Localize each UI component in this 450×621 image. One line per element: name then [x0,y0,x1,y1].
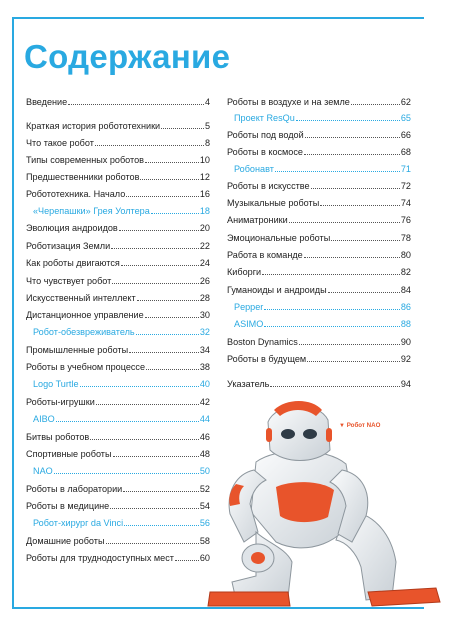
toc-entry-title: Роботы в учебном процессе [26,362,146,372]
leader-dots [80,378,199,387]
toc-page-number: 38 [199,362,210,372]
toc-entry-title: AIBO [33,414,55,424]
toc-entry-title: Киборги [227,267,262,277]
toc-entry[interactable] [227,96,411,108]
toc-page-number: 22 [199,241,210,251]
leader-dots [305,129,400,138]
leader-dots [296,112,400,121]
toc-entry[interactable] [26,257,210,269]
toc-entry-title: Что чувствует робот [26,276,112,286]
toc-entry-title: Введение [26,97,68,107]
toc-entry-title: Музыкальные роботы [227,198,320,208]
leader-dots [140,171,198,180]
toc-entry-title: Аниматроники [227,215,288,225]
toc-entry-title: Робот-обезвреживатель [33,327,135,337]
toc-entry-title: Роботизация Земли [26,241,111,251]
toc-entry-title: Искусственный интеллект [26,293,136,303]
leader-dots [270,378,399,387]
toc-entry[interactable] [26,222,210,234]
toc-entry[interactable] [227,232,411,244]
toc-page-number: 18 [199,206,210,216]
toc-page-number: 12 [199,172,210,182]
leader-dots [320,197,400,206]
toc-entry-title: NAO [33,466,53,476]
toc-page-number: 34 [199,345,210,355]
toc-entry-title: Роботы в воздухе и на земле [227,97,350,107]
toc-entry-title: Роботы в медицине [26,501,110,511]
leader-dots [119,222,199,231]
leader-dots [264,301,400,310]
toc-entry[interactable] [26,431,210,443]
toc-page-number: 88 [400,319,411,329]
leader-dots [311,180,400,189]
toc-entry[interactable] [227,197,411,209]
leader-dots [68,96,204,105]
leader-dots [161,120,204,129]
toc-entry[interactable] [26,137,210,149]
toc-entry[interactable] [227,353,411,365]
toc-page-number: 62 [400,97,411,107]
toc-entry-title: Роботы в будущем [227,354,307,364]
leader-dots [123,483,199,492]
toc-page-number: 60 [199,553,210,563]
toc-entry-title: Эмоциональные роботы [227,233,331,243]
toc-subentry[interactable] [227,301,411,313]
toc-entry-title: Робототехника. Начало [26,189,126,199]
toc-entry[interactable] [227,266,411,278]
toc-page-number: 84 [400,285,411,295]
toc-entry[interactable] [26,240,210,252]
toc-entry[interactable] [227,249,411,261]
toc-page-number: 10 [199,155,210,165]
leader-dots [151,205,199,214]
leader-dots [146,361,199,370]
leader-dots [137,292,199,301]
toc-entry-title: Гуманоиды и андроиды [227,285,327,295]
toc-entry-title: Дистанционное управление [26,310,144,320]
toc-page-number: 5 [204,121,210,131]
toc-entry[interactable] [26,292,210,304]
toc-page-number: 65 [400,113,411,123]
leader-dots [331,232,400,241]
caption-triangle-icon: ▼ [339,423,345,429]
toc-entry-title: Битвы роботов [26,432,90,442]
toc-entry-title: Робот-хирург da Vinci [33,518,124,528]
toc-entry-title: Роботы для труднодоступных мест [26,553,174,563]
leader-dots [136,326,199,335]
toc-entry-title: «Черепашки» Грея Уолтера [33,206,150,216]
toc-entry[interactable] [26,361,210,373]
leader-dots [289,214,400,223]
toc-entry-title: Работа в команде [227,250,303,260]
toc-entry[interactable] [26,535,210,547]
leader-dots [264,318,400,327]
toc-page-number: 44 [199,414,210,424]
toc-entry-title: ASIMO [234,319,264,329]
leader-dots [95,137,204,146]
toc-page-number: 78 [400,233,411,243]
toc-entry[interactable] [26,396,210,408]
toc-entry[interactable] [26,96,210,108]
toc-page-number: 94 [400,379,411,389]
toc-entry-title: Спортивные роботы [26,449,112,459]
toc-subentry[interactable] [26,517,210,529]
leader-dots [90,431,199,440]
toc-entry[interactable] [26,188,210,200]
toc-entry-title: Краткая история робототехники [26,121,161,131]
toc-page-number: 92 [400,354,411,364]
toc-page-number: 32 [199,327,210,337]
toc-page-number: 30 [199,310,210,320]
toc-page-number: 26 [199,276,210,286]
toc-subentry[interactable] [227,112,411,124]
toc-page-number: 4 [204,97,210,107]
toc-entry[interactable] [26,448,210,460]
leader-dots [275,163,400,172]
leader-dots [56,413,199,422]
toc-entry[interactable] [26,154,210,166]
toc-entry[interactable] [26,483,210,495]
leader-dots [113,448,199,457]
toc-entry-title: Как роботы двигаются [26,258,120,268]
toc-page-number: 42 [199,397,210,407]
toc-page-number: 66 [400,130,411,140]
toc-page-number: 8 [204,138,210,148]
toc-entry[interactable] [26,275,210,287]
toc-entry[interactable] [227,129,411,141]
leader-dots [304,249,400,258]
toc-entry[interactable] [26,120,210,132]
toc-entry-title: Роботы в лаборатории [26,484,123,494]
leader-dots [307,353,400,362]
toc-page-number: 48 [199,449,210,459]
toc-entry[interactable] [227,378,411,390]
leader-dots [96,396,199,405]
toc-entry[interactable] [26,500,210,512]
leader-dots [111,240,199,249]
toc-entry[interactable] [227,336,411,348]
toc-subentry[interactable] [227,318,411,330]
toc-entry-title: Проект ResQu [234,113,295,123]
leader-dots [351,96,400,105]
toc-page-number: 82 [400,267,411,277]
leader-dots [126,188,199,197]
toc-subentry[interactable] [26,413,210,425]
toc-entry-title: Эволюция андроидов [26,223,118,233]
toc-page-number: 76 [400,215,411,225]
toc-subentry[interactable] [26,378,210,390]
toc-page-number: 54 [199,501,210,511]
toc-page-number: 58 [199,536,210,546]
leader-dots [110,500,199,509]
toc-entry[interactable] [26,344,210,356]
toc-subentry[interactable] [227,163,411,175]
toc-subentry[interactable] [26,326,210,338]
toc-entry-title: Указатель [227,379,270,389]
page-title: Содержание [24,38,231,75]
leader-dots [121,257,199,266]
toc-page-number: 20 [199,223,210,233]
toc-page-number: 16 [199,189,210,199]
toc-page-number: 80 [400,250,411,260]
toc-entry-title: Роботы в космосе [227,147,303,157]
leader-dots [299,336,400,345]
toc-page-number: 68 [400,147,411,157]
leader-dots [328,284,400,293]
leader-dots [54,465,199,474]
toc-entry[interactable] [26,552,210,564]
leader-dots [145,309,199,318]
toc-page-number: 74 [400,198,411,208]
toc-page-number: 50 [199,466,210,476]
toc-entry-title: Роботы-игрушки [26,397,95,407]
toc-page-number: 86 [400,302,411,312]
toc-entry[interactable] [227,284,411,296]
leader-dots [106,535,199,544]
toc-page-number: 28 [199,293,210,303]
leader-dots [304,146,400,155]
toc-entry-title: Типы современных роботов [26,155,144,165]
toc-entry-title: Домашние роботы [26,536,105,546]
toc-entry[interactable] [227,214,411,226]
leader-dots [124,517,199,526]
toc-page-number: 52 [199,484,210,494]
toc-entry-title: Boston Dynamics [227,337,298,347]
toc-entry[interactable] [227,146,411,158]
toc-entry-title: Роботы в искусстве [227,181,310,191]
toc-page-number: 90 [400,337,411,347]
toc-subentry[interactable] [26,465,210,477]
caption-text: Робот NAO [346,422,381,429]
leader-dots [262,266,400,275]
toc-page-number: 56 [199,518,210,528]
leader-dots [145,154,199,163]
leader-dots [129,344,199,353]
toc-entry-title: Pepper [234,302,264,312]
toc-entry-title: Что такое робот [26,138,94,148]
toc-subentry[interactable] [26,205,210,217]
leader-dots [112,275,199,284]
toc-entry[interactable] [26,309,210,321]
toc-page-number: 71 [400,164,411,174]
toc-entry[interactable] [26,171,210,183]
toc-page-number: 46 [199,432,210,442]
toc-entry-title: Предшественники роботов [26,172,140,182]
nao-robot-illustration [196,392,444,614]
toc-entry-title: Роботы под водой [227,130,304,140]
toc-page-number: 40 [199,379,210,389]
toc-page-number: 72 [400,181,411,191]
toc-entry-title: Робонавт [234,164,274,174]
toc-entry[interactable] [227,180,411,192]
toc-entry-title: Промышленные роботы [26,345,129,355]
toc-entry-title: Logo Turtle [33,379,79,389]
toc-page-number: 24 [199,258,210,268]
